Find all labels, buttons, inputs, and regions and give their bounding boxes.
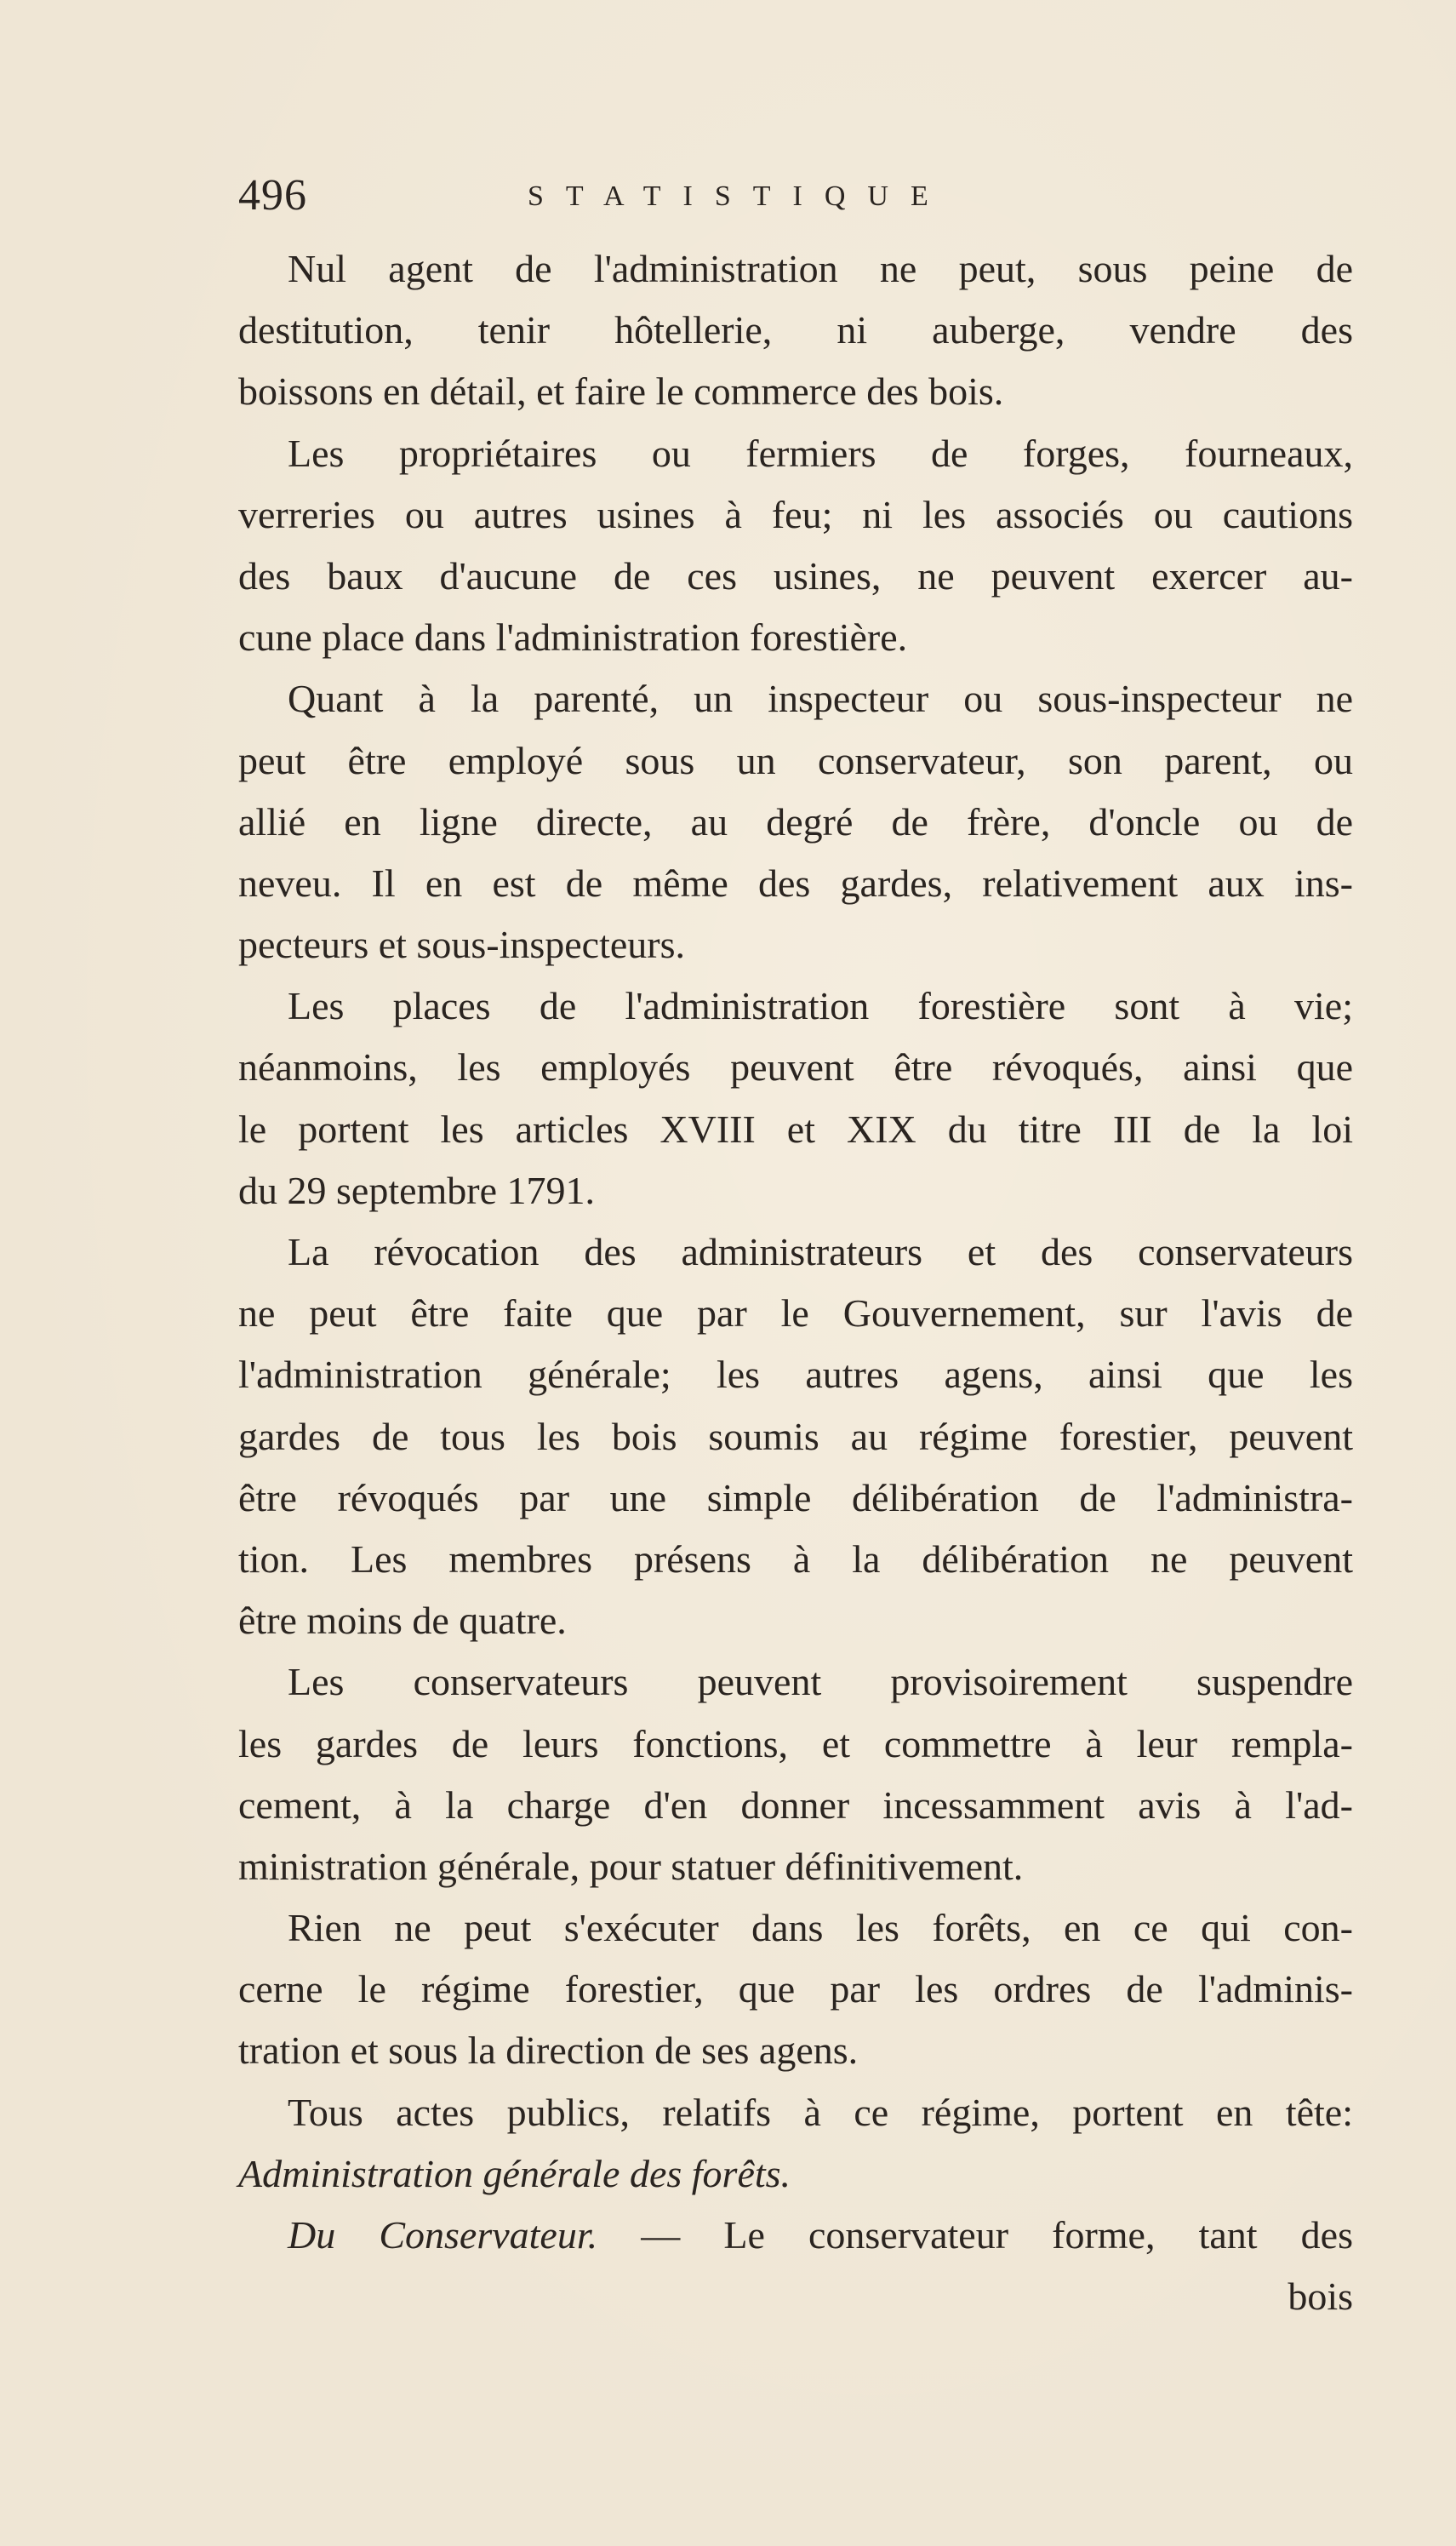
section-heading-italic: Du Conservateur. bbox=[288, 2213, 598, 2257]
text-line: boissons en détail, et faire le commerce des bois. bbox=[238, 369, 1004, 414]
text-line: ne peut être faite que par le Gouvernement, sur l'avis de bbox=[238, 1291, 1353, 1336]
text-line: cune place dans l'administration forestière. bbox=[238, 615, 908, 660]
text-line: ministration générale, pour statuer définitivement. bbox=[238, 1844, 1024, 1888]
text-line: cement, à la charge d'en donner incessamment avis à l'ad- bbox=[238, 1782, 1353, 1827]
text-line: l'administration générale; les autres agens, ainsi que les bbox=[238, 1353, 1353, 1397]
text-line-italic: Administration générale des forêts. bbox=[238, 2151, 791, 2195]
text-line: Les conservateurs peuvent provisoirement suspendre bbox=[288, 1660, 1353, 1704]
text-line: verreries ou autres usines à feu; ni les associés ou cautions bbox=[238, 492, 1353, 536]
text-line: neveu. Il en est de même des gardes, relativement aux ins- bbox=[238, 861, 1353, 905]
text-line: être moins de quatre. bbox=[238, 1599, 567, 1643]
text-line: peut être employé sous un conservateur, son parent, ou bbox=[238, 738, 1353, 782]
text-line: allié en ligne directe, au degré de frère, d'oncle ou de bbox=[238, 799, 1353, 844]
text-line: La révocation des administrateurs et des conservateurs bbox=[288, 1230, 1353, 1273]
text-line: tion. Les membres présens à la délibération ne peuvent bbox=[238, 1536, 1353, 1581]
text-line: Les propriétaires ou fermiers de forges, fourneaux, bbox=[288, 431, 1353, 475]
text-line: destitution, tenir hôtellerie, ni auberge, vendre des bbox=[238, 308, 1353, 352]
text-line: néanmoins, les employés peuvent être révoqués, ainsi que bbox=[238, 1045, 1353, 1090]
text-line: Les places de l'administration forestière sont à vie; bbox=[288, 984, 1353, 1028]
text-line: cerne le régime forestier, que par les ordres de l'adminis- bbox=[238, 1967, 1353, 2011]
page-number: 496 bbox=[238, 171, 307, 220]
body-text bbox=[238, 238, 1353, 2327]
running-head: STATISTIQUE bbox=[528, 180, 951, 212]
text-line: des baux d'aucune de ces usines, ne peuvent exercer au- bbox=[238, 553, 1353, 598]
text-line: Nul agent de l'administration ne peut, sous peine de bbox=[288, 247, 1353, 290]
text-line-rest: — Le conservateur forme, tant des bbox=[597, 2213, 1353, 2257]
text-line: gardes de tous les bois soumis au régime forestier, peuvent bbox=[238, 1414, 1353, 1458]
text-line: être révoqués par une simple délibération de l'administra- bbox=[238, 1475, 1353, 1519]
page-header bbox=[238, 170, 1362, 230]
text-line-mixed bbox=[238, 2205, 1353, 2266]
text-line: du 29 septembre 1791. bbox=[238, 1168, 596, 1212]
text-line: Tous actes publics, relatifs à ce régime, portent en tête: bbox=[288, 2090, 1353, 2134]
text-line: les gardes de leurs fonctions, et commettre à leur rempla- bbox=[238, 1721, 1353, 1765]
catchword: bois bbox=[1288, 2274, 1353, 2319]
text-line: tration et sous la direction de ses agens. bbox=[238, 2028, 859, 2073]
text-line: le portent les articles XVIII et XIX du titre III de la loi bbox=[238, 1107, 1353, 1151]
text-line: Quant à la parenté, un inspecteur ou sous-inspecteur ne bbox=[288, 677, 1353, 721]
text-line: Rien ne peut s'exécuter dans les forêts, en ce qui con- bbox=[288, 1906, 1353, 1950]
text-line: pecteurs et sous-inspecteurs. bbox=[238, 923, 686, 967]
